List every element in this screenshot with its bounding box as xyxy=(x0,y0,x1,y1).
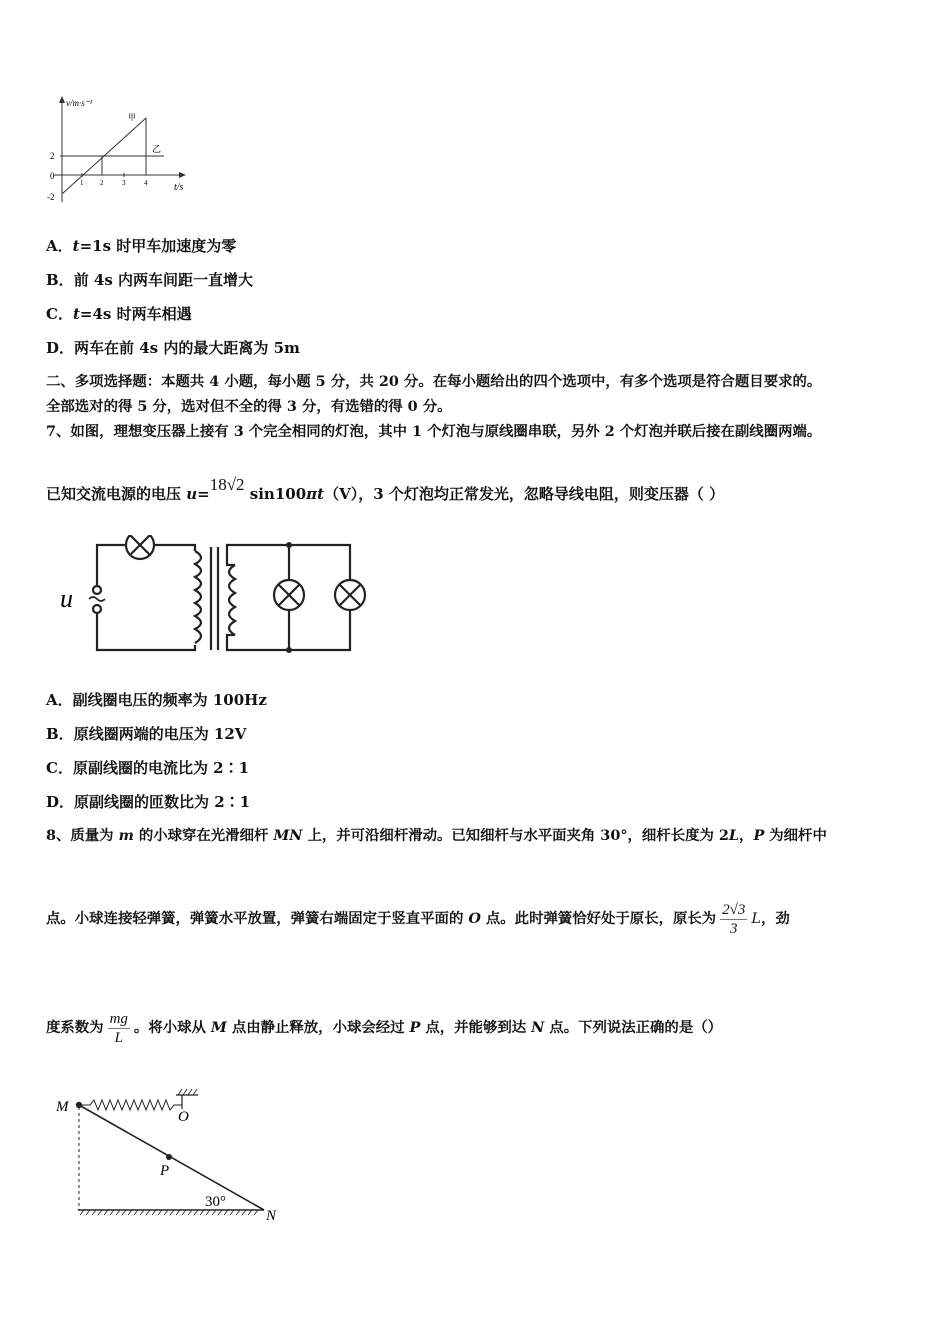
section2-heading-line2: 全部选对的得 5 分，选对但不全的得 3 分，有选错的得 0 分。 xyxy=(46,398,452,415)
q8-stem-line1: 8、质量为 m 的小球穿在光滑细杆 MN 上，并可沿细杆滑动。已知细杆与水平面夹角 30°，细杆长度为 2L，P 为细杆中 xyxy=(46,827,827,844)
transformer-circuit xyxy=(55,535,385,660)
voltage-amplitude: 18√2 xyxy=(209,475,245,494)
y-tick-neg2: -2 xyxy=(47,192,55,202)
y-tick-0: 0 xyxy=(50,171,55,181)
q6-option-c[interactable]: C．t=4s 时两车相遇 xyxy=(46,305,192,323)
x-tick-3: 3 xyxy=(122,179,126,187)
line-yi-label: 乙 xyxy=(152,144,162,154)
label-angle: 30° xyxy=(205,1194,226,1210)
ball-at-m xyxy=(76,1102,82,1108)
x-tick-1: 1 xyxy=(80,179,84,187)
label-o: O xyxy=(178,1109,189,1125)
q7-option-a[interactable]: A．副线圈电压的频率为 100Hz xyxy=(46,691,267,709)
x-axis-label: t/s xyxy=(174,182,184,193)
q7-stem-line2: 已知交流电源的电压 u=18√2 sin100πt（V），3 个灯泡均正常发光，忽略导线电阻，则变压器（ ） xyxy=(46,475,725,503)
incline-spring-figure xyxy=(50,1085,290,1225)
spring-constant-fraction: $\frac{mg}{L}$ xyxy=(109,1010,128,1046)
x-tick-4: 4 xyxy=(144,179,148,187)
q7-option-c[interactable]: C．原副线圈的电流比为 2∶1 xyxy=(46,759,250,777)
label-n: N xyxy=(266,1208,277,1224)
velocity-time-graph xyxy=(40,92,200,212)
q7-stem-line1: 7、如图，理想变压器上接有 3 个完全相同的灯泡，其中 1 个灯泡与原线圈串联，另外 2 个灯泡并联后接在副线圈两端。 xyxy=(46,423,822,440)
source-label: u xyxy=(60,584,73,613)
line-jia-label: 甲 xyxy=(128,113,136,122)
label-m: M xyxy=(56,1099,69,1115)
spring-length-fraction: $\frac{2√3}{3}$ xyxy=(722,901,746,937)
x-tick-2: 2 xyxy=(100,179,104,187)
point-p xyxy=(166,1154,172,1160)
q8-stem-line2: 点。小球连接轻弹簧，弹簧水平放置，弹簧右端固定于竖直平面的 O 点。此时弹簧恰好处于原长，原长为 $\frac{2√3}{3}$ L，劲 xyxy=(46,901,790,937)
q6-option-d[interactable]: D．两车在前 4s 内的最大距离为 5m xyxy=(46,339,300,357)
section2-heading-line1: 二、多项选择题：本题共 4 小题，每小题 5 分，共 20 分。在每小题给出的四个选项中，有多个选项是符合题目要求的。 xyxy=(46,373,822,390)
q8-stem-line3: 度系数为 $\frac{mg}{L}$ 。将小球从 M 点由静止释放，小球会经过 P 点，并能够到达 N 点。下列说法正确的是（） xyxy=(46,1010,722,1046)
q7-option-b[interactable]: B．原线圈两端的电压为 12V xyxy=(46,725,247,743)
q6-option-a[interactable]: A．t=1s 时甲车加速度为零 xyxy=(46,237,237,255)
q7-option-d[interactable]: D．原副线圈的匝数比为 2∶1 xyxy=(46,793,251,811)
y-tick-2: 2 xyxy=(50,151,55,161)
y-axis-label: v/m·s⁻¹ xyxy=(66,98,93,108)
label-p: P xyxy=(160,1163,170,1179)
q6-option-b[interactable]: B．前 4s 内两车间距一直增大 xyxy=(46,271,254,289)
spring xyxy=(82,1100,182,1110)
